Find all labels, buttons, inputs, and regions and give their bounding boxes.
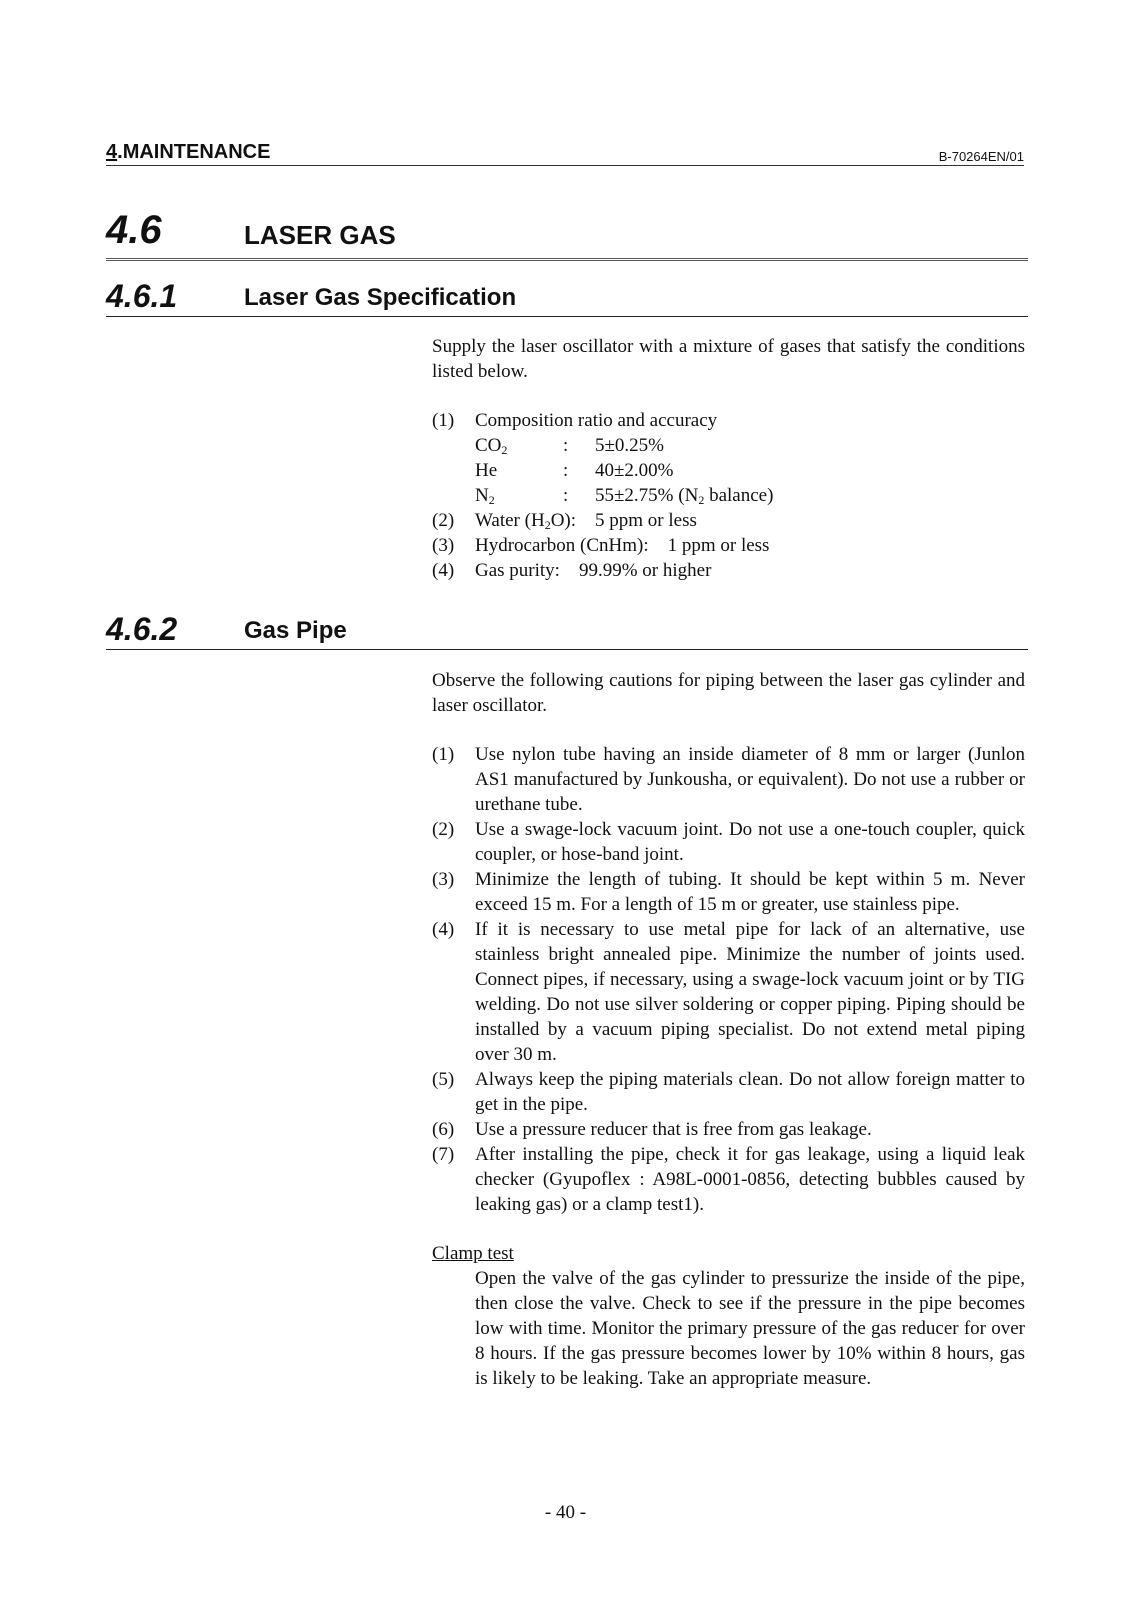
list-text: Use a swage-lock vacuum joint. Do not use a one-touch coupler, quick coupler, or hose-band joint. xyxy=(475,819,1025,865)
gas-value-tail: balance) xyxy=(704,485,774,506)
gas-row-he xyxy=(432,458,1025,483)
gas-row-n2 xyxy=(432,483,1025,508)
section-title: LASER GAS xyxy=(244,220,396,250)
gas-value: 40±2.00% xyxy=(595,460,674,481)
chapter-heading xyxy=(106,141,270,164)
list-item xyxy=(432,533,1025,558)
gas-row-co2 xyxy=(432,433,1025,458)
gas-colon: : xyxy=(563,485,569,506)
clamp-test-title: Clamp test xyxy=(432,1243,514,1264)
list-text: Use nylon tube having an inside diameter of 8 mm or larger (Junlon AS1 manufactured by Junkousha, or equivalent). Do not use a rubber or urethane tube. xyxy=(475,744,1025,815)
gas-pipe-body xyxy=(432,668,1025,1391)
list-text: Gas purity: 99.99% or higher xyxy=(475,560,712,581)
gas-name: He xyxy=(475,460,498,481)
list-number: (1) xyxy=(432,410,455,431)
list-item xyxy=(432,408,1025,433)
gas-value: 55±2.75% (N xyxy=(595,485,699,506)
list-item xyxy=(432,742,1025,817)
gas-subscript: 2 xyxy=(488,493,495,507)
pipe-intro-paragraph: Observe the following cautions for piping between the laser gas cylinder and laser oscillator. xyxy=(432,670,1025,716)
list-item xyxy=(432,1117,1025,1142)
gas-name: N xyxy=(475,485,489,506)
chapter-dot: . xyxy=(117,141,123,163)
gas-colon: : xyxy=(563,460,569,481)
section-heading-4-6-1 xyxy=(106,278,1028,317)
list-text: Minimize the length of tubing. It should be kept within 5 m. Never exceed 15 m. For a length of 15 m or greater, use stainless pipe. xyxy=(475,869,1025,915)
list-number: (2) xyxy=(432,819,455,840)
list-number: (4) xyxy=(432,919,455,940)
list-number: (7) xyxy=(432,1144,455,1165)
laser-gas-spec-body xyxy=(432,334,1025,583)
list-text: Use a pressure reducer that is free from gas leakage. xyxy=(475,1119,872,1140)
list-number: (3) xyxy=(432,869,455,890)
water-subscript: 2 xyxy=(544,518,551,532)
section-number: 4.6.2 xyxy=(106,611,178,647)
gas-colon: : xyxy=(563,435,569,456)
gas-subscript: 2 xyxy=(501,443,508,457)
spec-intro-paragraph: Supply the laser oscillator with a mixture of gases that satisfy the conditions listed below. xyxy=(432,336,1025,382)
gas-value-subscript: 2 xyxy=(698,493,705,507)
list-number: (4) xyxy=(432,560,455,581)
gas-value: 5±0.25% xyxy=(595,435,665,456)
document-code: B-70264EN/01 xyxy=(938,149,1024,164)
section-number: 4.6.1 xyxy=(106,278,178,314)
section-title: Laser Gas Specification xyxy=(244,284,517,311)
clamp-test-paragraph: Open the valve of the gas cylinder to pressurize the inside of the pipe, then close the valve. Check to see if the pressure in the pipe becomes low with time. Monitor the primary pressure of the gas reducer for over 8 hours. If the gas pressure becomes lower by 10% within 8 hours, gas is likely to be leaking. Take an appropriate measure. xyxy=(475,1268,1025,1389)
list-number: (5) xyxy=(432,1069,455,1090)
list-item xyxy=(432,917,1025,1067)
list-text: Always keep the piping materials clean. Do not allow foreign matter to get in the pipe. xyxy=(475,1069,1025,1115)
chapter-title: MAINTENANCE xyxy=(122,141,271,163)
section-title: Gas Pipe xyxy=(244,617,347,644)
water-value: O): 5 ppm or less xyxy=(550,510,697,531)
list-text: Composition ratio and accuracy xyxy=(475,410,718,431)
list-number: (2) xyxy=(432,510,455,531)
list-number: (6) xyxy=(432,1119,455,1140)
page-number: - 40 - xyxy=(544,1502,587,1523)
gas-name: CO xyxy=(475,435,502,456)
water-label: Water (H xyxy=(475,510,545,531)
list-text: Hydrocarbon (CnHm): 1 ppm or less xyxy=(475,535,770,556)
list-item xyxy=(432,867,1025,917)
list-text: If it is necessary to use metal pipe for lack of an alternative, use stainless bright annealed pipe. Minimize the number of joints used. Connect pipes, if necessary, using a swage-lock vacuum joint or by TIG welding. Do not use silver soldering or copper piping. Piping should be installed by a vacuum piping specialist. Do not extend metal piping over 30 m. xyxy=(475,919,1025,1065)
list-item xyxy=(432,1067,1025,1117)
list-text: After installing the pipe, check it for gas leakage, using a liquid leak checker (Gyupoflex : A98L-0001-0856, detecting bubbles caused by leaking gas) or a clamp test1). xyxy=(475,1144,1025,1215)
section-heading-4-6 xyxy=(106,208,1028,261)
section-heading-4-6-2 xyxy=(106,611,1028,650)
list-item xyxy=(432,1142,1025,1217)
list-number: (3) xyxy=(432,535,455,556)
chapter-number: 4 xyxy=(106,141,118,163)
list-item xyxy=(432,558,1025,583)
running-header xyxy=(106,143,1024,166)
section-number: 4.6 xyxy=(106,208,162,252)
list-item xyxy=(432,508,1025,533)
list-item xyxy=(432,817,1025,867)
list-number: (1) xyxy=(432,744,455,765)
